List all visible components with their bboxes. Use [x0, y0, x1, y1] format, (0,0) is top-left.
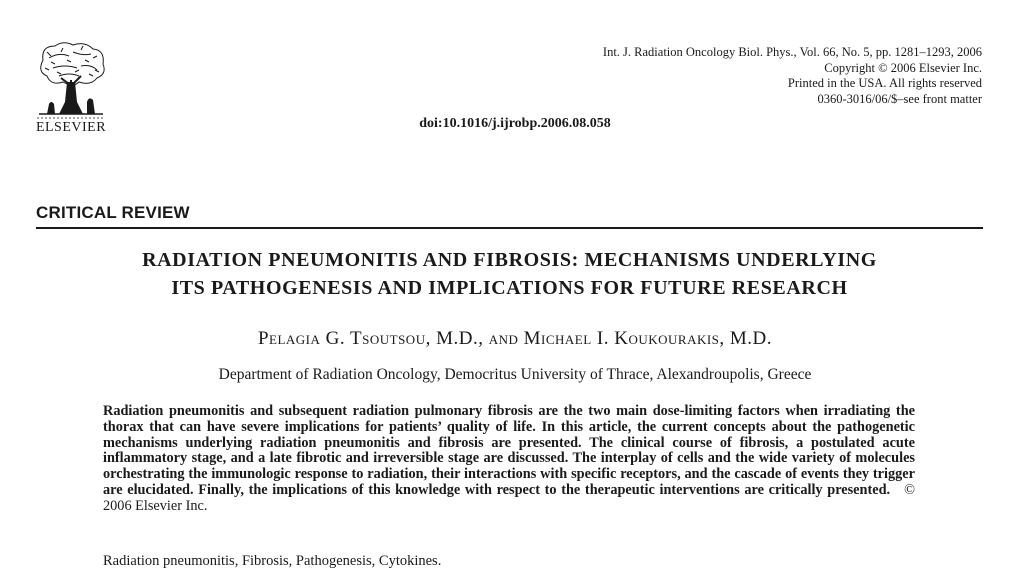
rights-line: Printed in the USA. All rights reserved [787, 76, 982, 90]
abstract [103, 404, 915, 515]
article-title [36, 246, 983, 302]
issn-line: 0360-3016/06/$–see front matter [817, 91, 982, 106]
copyright-line: Copyright © 2006 Elsevier Inc. [824, 60, 982, 75]
tree-icon [33, 40, 109, 120]
journal-citation-block [603, 45, 982, 107]
journal-citation: Int. J. Radiation Oncology Biol. Phys., Vol. 66, No. 5, pp. 1281–1293, 2006 [602, 45, 982, 59]
section-label: CRITICAL REVIEW [36, 203, 190, 222]
abstract-text: Radiation pneumonitis and subsequent radiation pulmonary fibrosis are the two main dose-limiting factors when irradiating the thorax that can have severe implications for patients’ quality of life. In this article, the current concepts about the pathogenetic mechanisms underlying radiation pneumonitis and fibrosis are presented. The clinical course of fibrosis, a postulated acute inflammatory stage, and a late fibrotic and irreversible stage are discussed. The interplay of cells and the wide variety of molecules orchestrating the immunologic response to radiation, their interactions with specific receptors, and the cascade of events they trigger are elucidated. Finally, the implications of this knowledge with respect to the therapeutic interventions are critically presented. [103, 403, 915, 498]
author-affiliation: Department of Radiation Oncology, Democritus University of Thrace, Alexandroupolis, Greece [218, 366, 812, 383]
title-line-2: ITS PATHOGENESIS AND IMPLICATIONS FOR FUTURE RESEARCH [171, 277, 848, 299]
abstract-copyright: © 2006 Elsevier Inc. [103, 481, 915, 514]
section-divider [36, 227, 983, 229]
doi-link[interactable]: doi:10.1016/j.ijrobp.2006.08.058 [419, 116, 611, 131]
author-list: Pelagia G. Tsoutsou, M.D., and Michael I. Koukourakis, M.D. [257, 328, 773, 349]
title-line-1: RADIATION PNEUMONITIS AND FIBROSIS: MECHANISMS UNDERLYING [142, 249, 877, 271]
publisher-name: ELSEVIER [35, 120, 107, 135]
keywords: Radiation pneumonitis, Fibrosis, Pathogenesis, Cytokines. [103, 553, 442, 569]
